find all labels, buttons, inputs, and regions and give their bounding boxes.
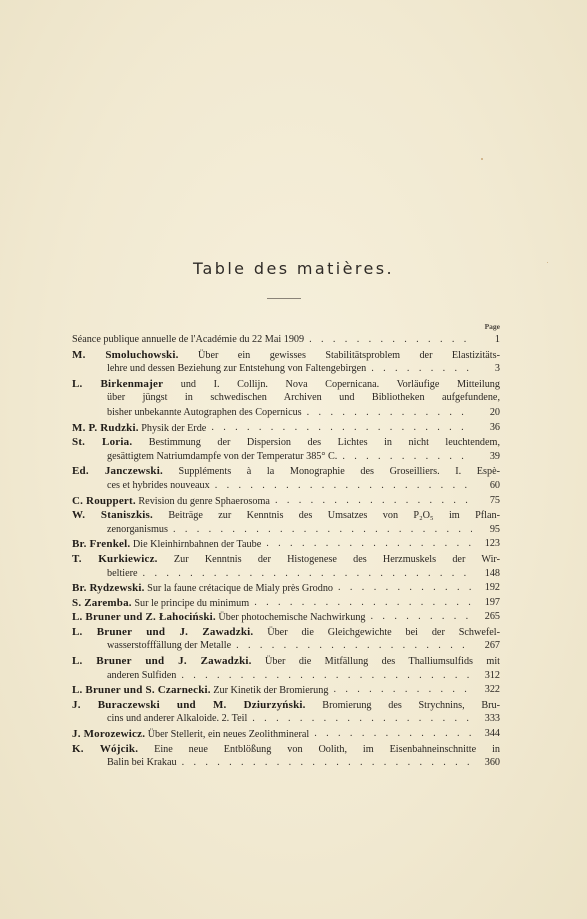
toc-page-number: 192	[484, 582, 500, 594]
toc-page-number: 267	[484, 640, 500, 652]
toc-entry-text	[107, 567, 138, 582]
toc-entry-text	[107, 362, 366, 377]
toc-entry	[72, 727, 500, 742]
toc-entry-text	[72, 537, 261, 552]
toc-title-text: Sur la faune crétacique de Mialy près Grodno	[147, 583, 334, 595]
toc-entry-line	[72, 698, 500, 713]
toc-title-text: Über ein gewisses Stabilitätsproblem der Elastizitäts-	[198, 349, 500, 361]
toc-author: M. P. Rudzki.	[72, 421, 139, 434]
toc-author: J. Morozewicz.	[72, 728, 146, 741]
toc-entry-text	[72, 727, 309, 742]
toc-page-number: 265	[484, 611, 500, 623]
toc-page-number: 39	[489, 450, 500, 462]
toc-page-number: 60	[489, 479, 500, 491]
toc-title-text: Über photochemische Nachwirkung	[218, 612, 366, 624]
toc-entry	[72, 464, 500, 493]
toc-entry-text	[107, 712, 247, 727]
dot-leader	[304, 333, 472, 348]
toc-entry-text	[107, 523, 168, 538]
toc-author: L. Bruner und J. Zawadzki.	[72, 625, 254, 638]
dot-leader	[177, 756, 472, 771]
dot-leader	[168, 523, 472, 538]
toc-entry-line	[107, 756, 500, 771]
toc-entry-line	[107, 479, 500, 494]
toc-author: Br. Frenkel.	[72, 538, 131, 551]
toc-entry-line	[72, 508, 500, 523]
toc-title-text: lehre und dessen Beziehung zur Entstehung von Faltengebirgen	[107, 363, 367, 375]
toc-title-text: Balin bei Krakau	[107, 757, 177, 769]
dot-leader	[249, 596, 472, 611]
toc-page-number: 312	[484, 669, 500, 681]
toc-page-number: 20	[489, 406, 500, 418]
toc-entry-text	[107, 479, 210, 494]
toc-entry-line	[72, 742, 500, 757]
toc-entry-line	[72, 610, 500, 625]
dot-leader	[328, 683, 472, 698]
toc-entry-text	[72, 683, 328, 698]
toc-author: S. Zaremba.	[72, 596, 132, 609]
toc-entry-line	[72, 494, 500, 509]
dot-leader	[309, 727, 472, 742]
toc-entry	[72, 698, 500, 727]
toc-author: L. Birkenmajer	[72, 377, 164, 390]
toc-entry-line	[72, 581, 500, 596]
toc-entry-line	[107, 669, 500, 684]
toc-title-text: Beiträge zur Kenntnis des Umsatzes von P₂O₅ im Pflan-	[168, 510, 500, 522]
toc-title-text: Über die Gleichgewichte bei der Schwefel-	[267, 626, 500, 638]
toc-title-text: zenorganismus	[107, 523, 168, 535]
toc-title-text: bisher unbekannte Autographen des Copernicus	[107, 406, 302, 418]
toc-title-text: Zur Kinetik der Bromierung	[213, 685, 329, 697]
toc-entry-line	[72, 464, 500, 479]
toc-author: Br. Rydzewski.	[72, 582, 145, 595]
toc-entry-line	[107, 362, 500, 377]
toc-entry	[72, 552, 500, 581]
title-rule	[267, 298, 301, 299]
dot-leader	[337, 450, 472, 465]
dot-leader	[247, 712, 472, 727]
page-column-label: Page	[484, 322, 500, 331]
toc-page-number: 360	[484, 757, 500, 769]
toc-author: Ed. Janczewski.	[72, 465, 163, 478]
toc-entry-text	[72, 596, 249, 611]
toc-entry-line	[107, 712, 500, 727]
toc-entry-line	[107, 450, 500, 465]
toc-entry-line	[72, 683, 500, 698]
toc-title-text: cins und anderer Alkaloide. 2. Teil	[107, 713, 248, 725]
toc-entry	[72, 742, 500, 771]
toc-entry-text	[107, 756, 177, 771]
toc-entry-line	[72, 537, 500, 552]
toc-author: M. Smoluchowski.	[72, 348, 179, 361]
toc-page-number: 344	[484, 728, 500, 740]
toc-entry-text	[72, 421, 206, 436]
toc-author: L. Bruner und Z. Łahociński.	[72, 611, 216, 624]
toc-author: C. Rouppert.	[72, 494, 136, 507]
toc-entry-text	[107, 406, 302, 421]
table-of-contents	[72, 333, 500, 771]
toc-entry-line	[72, 552, 500, 567]
toc-entry-line	[107, 639, 500, 654]
toc-title-text: Bromierung des Strychnins, Bru-	[322, 699, 500, 711]
toc-page-number: 148	[484, 567, 500, 579]
toc-author: K. Wójcik.	[72, 742, 139, 755]
toc-title-text: wasserstofffällung der Metalle	[107, 640, 232, 652]
toc-entry-line	[72, 596, 500, 611]
toc-entry	[72, 596, 500, 611]
toc-entry	[72, 581, 500, 596]
toc-entry-line	[72, 654, 500, 669]
toc-entry	[72, 333, 500, 348]
toc-author: L. Bruner und J. Zawadzki.	[72, 655, 252, 668]
toc-entry-line	[107, 567, 500, 582]
toc-title-text: Sur le principe du minimum	[134, 597, 250, 609]
toc-entry	[72, 683, 500, 698]
toc-entry	[72, 537, 500, 552]
toc-page-number: 197	[484, 596, 500, 608]
toc-entry-text	[72, 581, 333, 596]
dot-leader	[366, 610, 472, 625]
dot-leader	[231, 639, 472, 654]
toc-title-text: Über die Mitfällung des Thalliumsulfids mit	[265, 656, 500, 668]
dot-leader	[138, 567, 472, 582]
dot-leader	[333, 581, 472, 596]
toc-page-number: 333	[484, 713, 500, 725]
toc-entry-text	[107, 669, 176, 684]
toc-entry	[72, 508, 500, 537]
toc-entry-line	[72, 377, 500, 392]
toc-page-number: 1	[494, 334, 500, 345]
toc-title-text: Eine neue Entblößung von Oolith, im Eisenbahneinschnitte in	[154, 743, 500, 755]
toc-entry-text	[72, 494, 270, 509]
toc-page-number: 75	[489, 494, 500, 506]
toc-entry-text	[107, 639, 231, 654]
toc-title-text: über jüngst in schwedischen Archiven und Bibliotheken aufgefundene,	[107, 392, 500, 404]
toc-page-number: 36	[489, 421, 500, 433]
toc-entry-line	[107, 523, 500, 538]
dot-leader	[302, 406, 472, 421]
dot-leader	[210, 479, 472, 494]
toc-entry	[72, 435, 500, 464]
toc-title-text: anderen Sulfiden	[107, 669, 177, 681]
dot-leader	[261, 537, 472, 552]
toc-entry	[72, 610, 500, 625]
dot-leader	[176, 669, 472, 684]
toc-title-text: Bestimmung der Dispersion des Lichtes in nicht leuchtendem,	[148, 437, 500, 449]
toc-entry-text	[72, 610, 366, 625]
toc-entry-line	[72, 435, 500, 450]
toc-entry-line	[72, 421, 500, 436]
toc-entry	[72, 625, 500, 654]
toc-entry-line	[107, 406, 500, 421]
paper-speck	[481, 158, 483, 160]
toc-title-text: und I. Collijn. Nova Copernicana. Vorläufige Mitteilung	[180, 378, 500, 390]
toc-entry-text	[72, 333, 304, 348]
toc-page-number: 95	[489, 523, 500, 535]
toc-title-text: gesättigtem Natriumdampfe von der Temperatur 385° C.	[107, 450, 338, 462]
toc-title-text: Revision du genre Sphaerosoma	[138, 495, 270, 507]
toc-title-text: ces et hybrides nouveaux	[107, 479, 210, 491]
toc-author: St. Loria.	[72, 436, 133, 449]
toc-page-number: 322	[484, 684, 500, 696]
toc-author: T. Kurkiewicz.	[72, 552, 158, 565]
dot-leader	[366, 362, 472, 377]
toc-entry-line	[107, 391, 500, 406]
toc-entry-line	[72, 625, 500, 640]
toc-page-number: 123	[484, 538, 500, 550]
toc-author: W. Staniszkis.	[72, 509, 153, 522]
toc-title-text: Physik der Erde	[141, 422, 207, 434]
toc-page-number: 3	[494, 363, 500, 375]
dot-leader	[206, 421, 472, 436]
toc-title-text: Über Stellerit, ein neues Zeolithmineral	[147, 729, 310, 741]
toc-title-text: beltiere	[107, 567, 138, 579]
toc-title-text: Séance publique annuelle de l'Académie du 22 Mai 1909	[72, 334, 305, 345]
toc-author: L. Bruner und S. Czarnecki.	[72, 684, 211, 697]
toc-entry	[72, 421, 500, 436]
toc-entry	[72, 654, 500, 683]
dot-leader	[270, 494, 472, 509]
toc-entry-line	[72, 348, 500, 363]
paper-speck	[547, 262, 548, 263]
toc-entry-line	[72, 333, 500, 348]
toc-entry	[72, 348, 500, 377]
toc-entry-line	[72, 727, 500, 742]
toc-author: J. Buraczewski und M. Dziurzyński.	[72, 698, 306, 711]
toc-title-text: Suppléments à la Monographie des Groseilliers. I. Espè-	[178, 466, 500, 478]
page-title: Table des matières.	[193, 259, 394, 278]
toc-entry	[72, 377, 500, 421]
toc-title-text: Zur Kenntnis der Histogenese des Herzmuskels der Wir-	[173, 553, 500, 565]
toc-entry	[72, 494, 500, 509]
toc-entry-text	[107, 450, 337, 465]
toc-title-text: Die Kleinhirnbahnen der Taube	[132, 539, 262, 551]
